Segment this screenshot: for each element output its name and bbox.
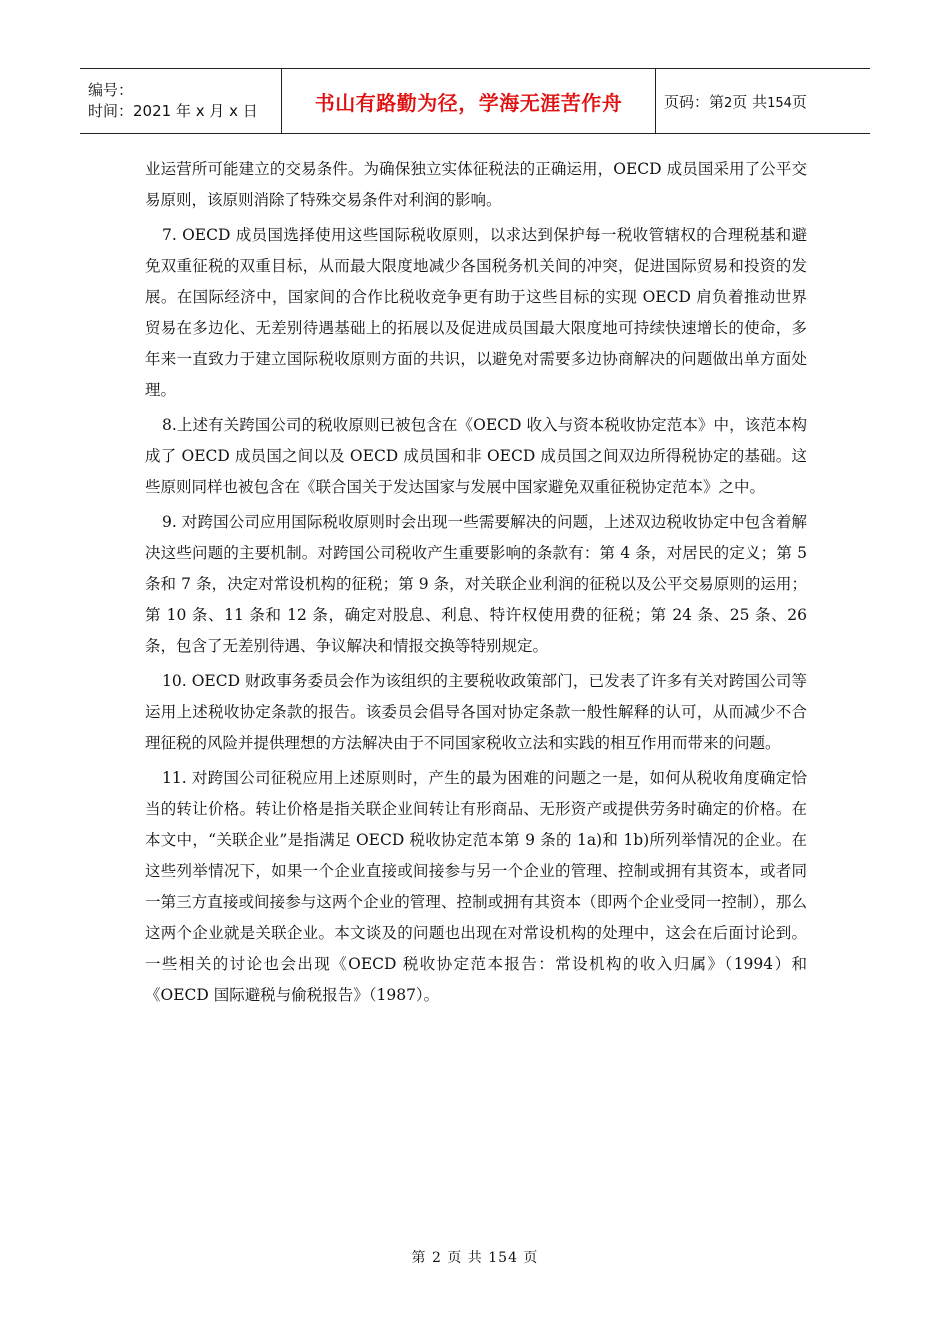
page-prefix: 页码：第 bbox=[664, 92, 725, 111]
page-mid: 页 共 bbox=[732, 92, 768, 111]
page-footer: 第 2 页 共 154 页 bbox=[411, 1250, 539, 1266]
page-suffix: 页 bbox=[791, 92, 807, 111]
header-motto-cell bbox=[282, 69, 656, 133]
paragraph: 10. OECD 财政事务委员会作为该组织的主要税收政策部门，已发表了许多有关对跨国公司等运用上述税收协定条款的报告。该委员会倡导各国对协定条款一般性解释的认可，从而减少不合理征税的风险并提供理想的方法解决由于不同国家税收立法和实践的相互作用而带来的问题。 bbox=[145, 672, 807, 752]
document-date: 时间：2021 年 x 月 x 日 bbox=[88, 102, 258, 120]
header-motto: 书山有路勤为径，学海无涯苦作舟 bbox=[314, 90, 623, 115]
paragraph: 业运营所可能建立的交易条件。为确保独立实体征税法的正确运用，OECD 成员国采用了公平交易原则，该原则消除了特殊交易条件对利润的影响。 bbox=[145, 160, 807, 209]
paragraph: 7. OECD 成员国选择使用这些国际税收原则，以求达到保护每一税收管辖权的合理税基和避免双重征税的双重目标，从而最大限度地减少各国税务机关间的冲突，促进国际贸易和投资的发展。在国际经济中，国家间的合作比税收竞争更有助于这些目标的实现 OECD 肩负着推动世界贸易在多边化、无差别待遇基础上的拓展以及促进成员国最大限度地可持续快速增长的使命，多年来一直致力于建立国际税收原则方面的共识，以避免对需要多边协商解决的问题做出单方面处理。 bbox=[145, 226, 807, 399]
page-header bbox=[80, 68, 870, 134]
paragraph: 8.上述有关跨国公司的税收原则已被包含在《OECD 收入与资本税收协定范本》中，该范本构成了 OECD 成员国之间以及 OECD 成员国和非 OECD 成员国之间双边所得税协定的基础。这些原则同样也被包含在《联合国关于发达国家与发展中国家避免双重征税协定范本》之中。 bbox=[145, 416, 807, 496]
page-number: 2 bbox=[724, 95, 733, 111]
header-page-info bbox=[656, 69, 870, 133]
page-total: 154 bbox=[767, 95, 792, 111]
header-meta bbox=[80, 69, 282, 133]
paragraph: 9. 对跨国公司应用国际税收原则时会出现一些需要解决的问题，上述双边税收协定中包含着解决这些问题的主要机制。对跨国公司税收产生重要影响的条款有：第 4 条，对居民的定义；第 5 条和 7 条，决定对常设机构的征税；第 9 条，对关联企业利润的征税以及公平交易原则的运用；第 10 条、11 条和 12 条，确定对股息、利息、特许权使用费的征税；第 24 条、25 条、26 条，包含了无差别待遇、争议解决和情报交换等特别规定。 bbox=[145, 513, 807, 655]
document-number-label: 编号： bbox=[88, 81, 134, 99]
paragraph: 11. 对跨国公司征税应用上述原则时，产生的最为困难的问题之一是，如何从税收角度确定恰当的转让价格。转让价格是指关联企业间转让有形商品、无形资产或提供劳务时确定的价格。在本文中，“关联企业”是指满足 OECD 税收协定范本第 9 条的 1a)和 1b)所列举情况的企业。在这些列举情况下，如果一个企业直接或间接参与另一个企业的管理、控制或拥有其资本，或者同一第三方直接或间接参与这两个企业的管理、控制或拥有其资本（即两个企业受同一控制），那么这两个企业就是关联企业。本文谈及的问题也出现在对常设机构的处理中，这会在后面讨论到。一些相关的讨论也会出现《OECD 税收协定范本报告：常设机构的收入归属》（1994）和《OECD 国际避税与偷税报告》（1987）。 bbox=[145, 769, 807, 1004]
document-body bbox=[145, 154, 807, 1015]
